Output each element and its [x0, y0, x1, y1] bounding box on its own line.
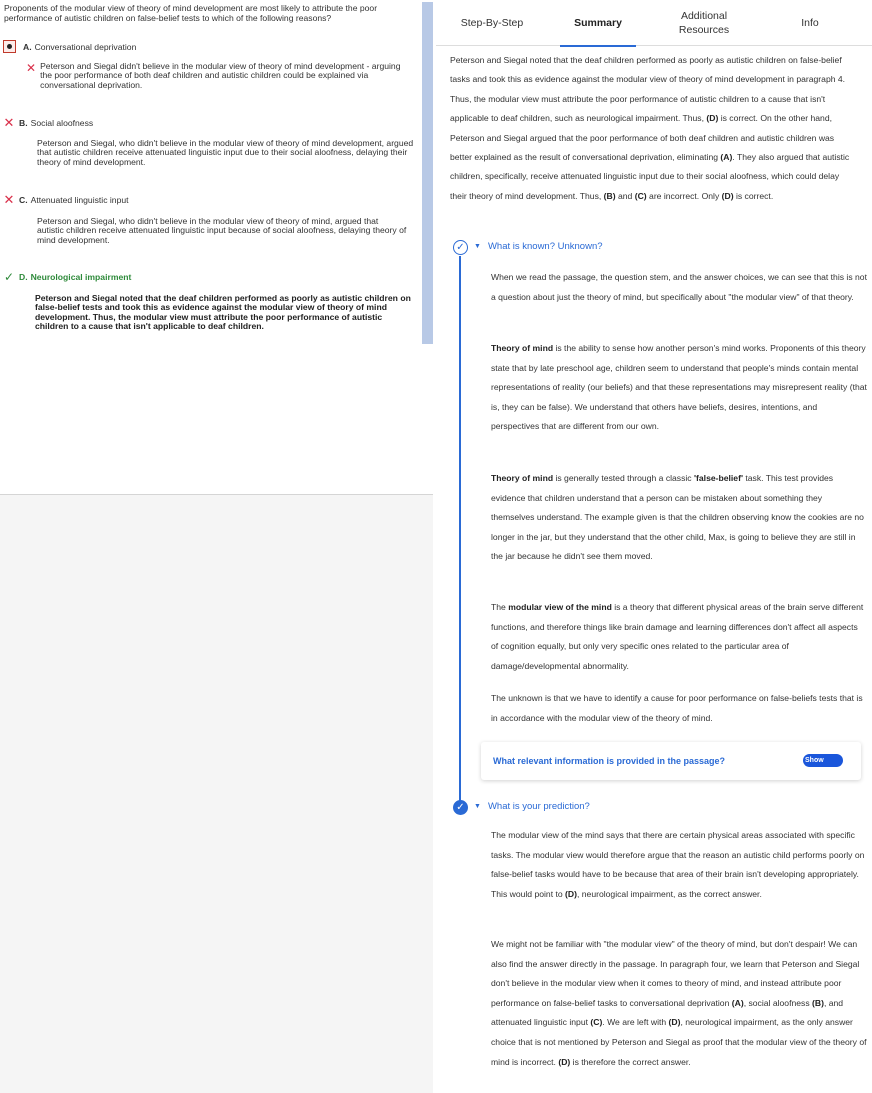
choice-c-explanation: Peterson and Siegal, who didn't believe in the modular view of theory of mind, argued that autistic children receive attenuated linguistic input because of social aloofness, delaying theory of mind development. [37, 216, 407, 245]
empty-area [0, 494, 433, 1093]
tab-info[interactable]: Info [801, 17, 819, 29]
tab-summary[interactable]: Summary [550, 0, 646, 46]
choice-b[interactable] [0, 117, 420, 129]
x-icon: ✕ [3, 115, 15, 130]
relevant-info-label: What relevant information is provided in the passage? [493, 756, 726, 766]
choice-letter: B. [19, 118, 28, 128]
step-connector [459, 256, 461, 801]
tab-additional-resources[interactable] [656, 0, 752, 46]
choice-label: Social aloofness [30, 118, 94, 128]
choice-d-explanation: Peterson and Siegal noted that the deaf children performed as poorly as autistic children on false-belief tests and took this as evidence against the modular view of theory of mind development. Thus, the modular view must attribute the poor performance of autistic children to a cause that isn't applicable to deaf children. [35, 293, 411, 332]
tab-label-line2: Resources [678, 24, 730, 36]
check-circle-icon: ✓ [453, 800, 468, 815]
choice-a-explanation [26, 62, 414, 90]
tab-step-by-step[interactable]: Step-By-Step [460, 17, 524, 29]
radio-selected-icon[interactable] [3, 40, 16, 53]
step-paragraph: The unknown is that we have to identify a cause for poor performance on false-beliefs tests that is in accordance with the modular view of the theory of mind. [491, 693, 863, 723]
choice-letter: D. [19, 272, 28, 282]
summary-text: Peterson and Siegal noted that the deaf children performed as poorly as autistic children on false-belief tasks and took this as evidence against the modular view of theory of mind development in paragraph 4. Thus, the modular view must attribute the poor performance of autistic children to a cause that isn't applicable to deaf children, such as neurological impairment. Thus, (D) is correct. On the other hand, Peterson and Siegal argued that the poor performance of both deaf children and autistic children was better explained as the result of conversational deprivation, eliminating (A). They also argued that autistic children, specifically, receive attenuated linguistic input due to their social aloofness, which could delay their theory of mind development. Thus, (B) and (C) are incorrect. Only (D) is correct. [450, 55, 850, 201]
step-paragraph: The modular view of the mind is a theory that different physical areas of the brain serve different functions, and therefore things like brain damage and learning differences don't affect all aspects of cognition equally, but only very specific ones related to the particular area of damage/developmental abnormality. [491, 602, 864, 671]
choice-label: Conversational deprivation [34, 41, 137, 52]
tab-bar [436, 0, 872, 46]
question-area [0, 0, 433, 494]
step-title: What is known? Unknown? [487, 241, 603, 252]
step-paragraph: Theory of mind is the ability to sense how another person's mind works. Proponents of this theory state that by late preschool age, children seem to understand that people's minds contain mental representations of reality (our beliefs) and that these representations may misrepresent reality (that is, they can be false). We understand that others have beliefs, desires, intentions, and perspectives that are different from our own. [491, 343, 867, 432]
choice-b-explanation: Peterson and Siegal, who didn't believe in the modular view of theory of mind development, argued that autistic children receive attenuated linguistic input due to their social aloofness, delaying their theory of mind development. [37, 138, 414, 167]
scrollbar[interactable] [422, 2, 433, 344]
choice-label: Neurological impairment [30, 272, 132, 282]
step-prediction-toggle[interactable] [474, 801, 590, 812]
explanation-panel [436, 0, 872, 1093]
step-paragraph: When we read the passage, the question stem, and the answer choices, we can see that this is not a question about just the theory of mind, but specifically about "the modular view" of that theory. [491, 272, 867, 302]
step-title: What is your prediction? [487, 801, 590, 812]
explanation-text: Peterson and Siegal didn't believe in the modular view of theory of mind development - arguing the poor performance of both deaf children and autistic children could be explained via conversational deprivation. [40, 61, 401, 90]
choice-label: Attenuated linguistic input [30, 195, 129, 205]
x-icon: ✕ [3, 192, 15, 207]
step-paragraph: Theory of mind is generally tested through a classic 'false-belief' task. This test provides evidence that children understand that a person can be mistaken about something they themselves understand. The example given is that the children observing know the cookies are no longer in the jar, but they understand that the other child, Max, is going to believe they are still in the jar because he didn't see them moved. [491, 473, 864, 562]
check-icon: ✓ [3, 270, 15, 284]
step-known-toggle[interactable] [474, 241, 603, 252]
caret-down-icon: ▼ [474, 803, 481, 810]
choice-d[interactable] [0, 271, 420, 283]
choice-a[interactable] [0, 40, 420, 53]
x-icon: ✕ [26, 61, 37, 75]
question-panel [0, 0, 433, 1093]
question-stem: Proponents of the modular view of theory of mind development are most likely to attribute the poor performance of autistic children on false-belief tests to which of the following reasons? [4, 3, 378, 23]
choice-letter: C. [19, 195, 28, 205]
step-paragraph: The modular view of the mind says that there are certain physical areas associated with specific tasks. The modular view would therefore argue that the reason an autistic child performs poorly on false-belief tasks would have to be because that area of their brain isn't developing appropriately. This would point to (D), neurological impairment, as the correct answer. [491, 830, 865, 899]
show-button[interactable]: Show [803, 754, 843, 767]
check-circle-icon: ✓ [453, 240, 468, 255]
step-paragraph: We might not be familiar with "the modular view" of the theory of mind, but don't despair! We can also find the answer directly in the passage. In paragraph four, we learn that Peterson and Siegal don't believe in the modular view when it comes to theory of mind, and instead attribute poor performance on false-belief tasks to conversational deprivation (A), social aloofness (B), and attenuated linguistic input (C). We are left with (D), neurological impairment, as the only answer choice that is not mentioned by Peterson and Siegal as proof that the modular view of the theory of mind is incorrect. (D) is therefore the correct answer. [491, 939, 867, 1067]
choice-letter: A. [23, 41, 32, 52]
relevant-info-card[interactable] [481, 742, 861, 780]
choice-c[interactable] [0, 194, 420, 206]
tab-label-line1: Additional [680, 10, 728, 22]
caret-down-icon: ▼ [474, 243, 481, 250]
